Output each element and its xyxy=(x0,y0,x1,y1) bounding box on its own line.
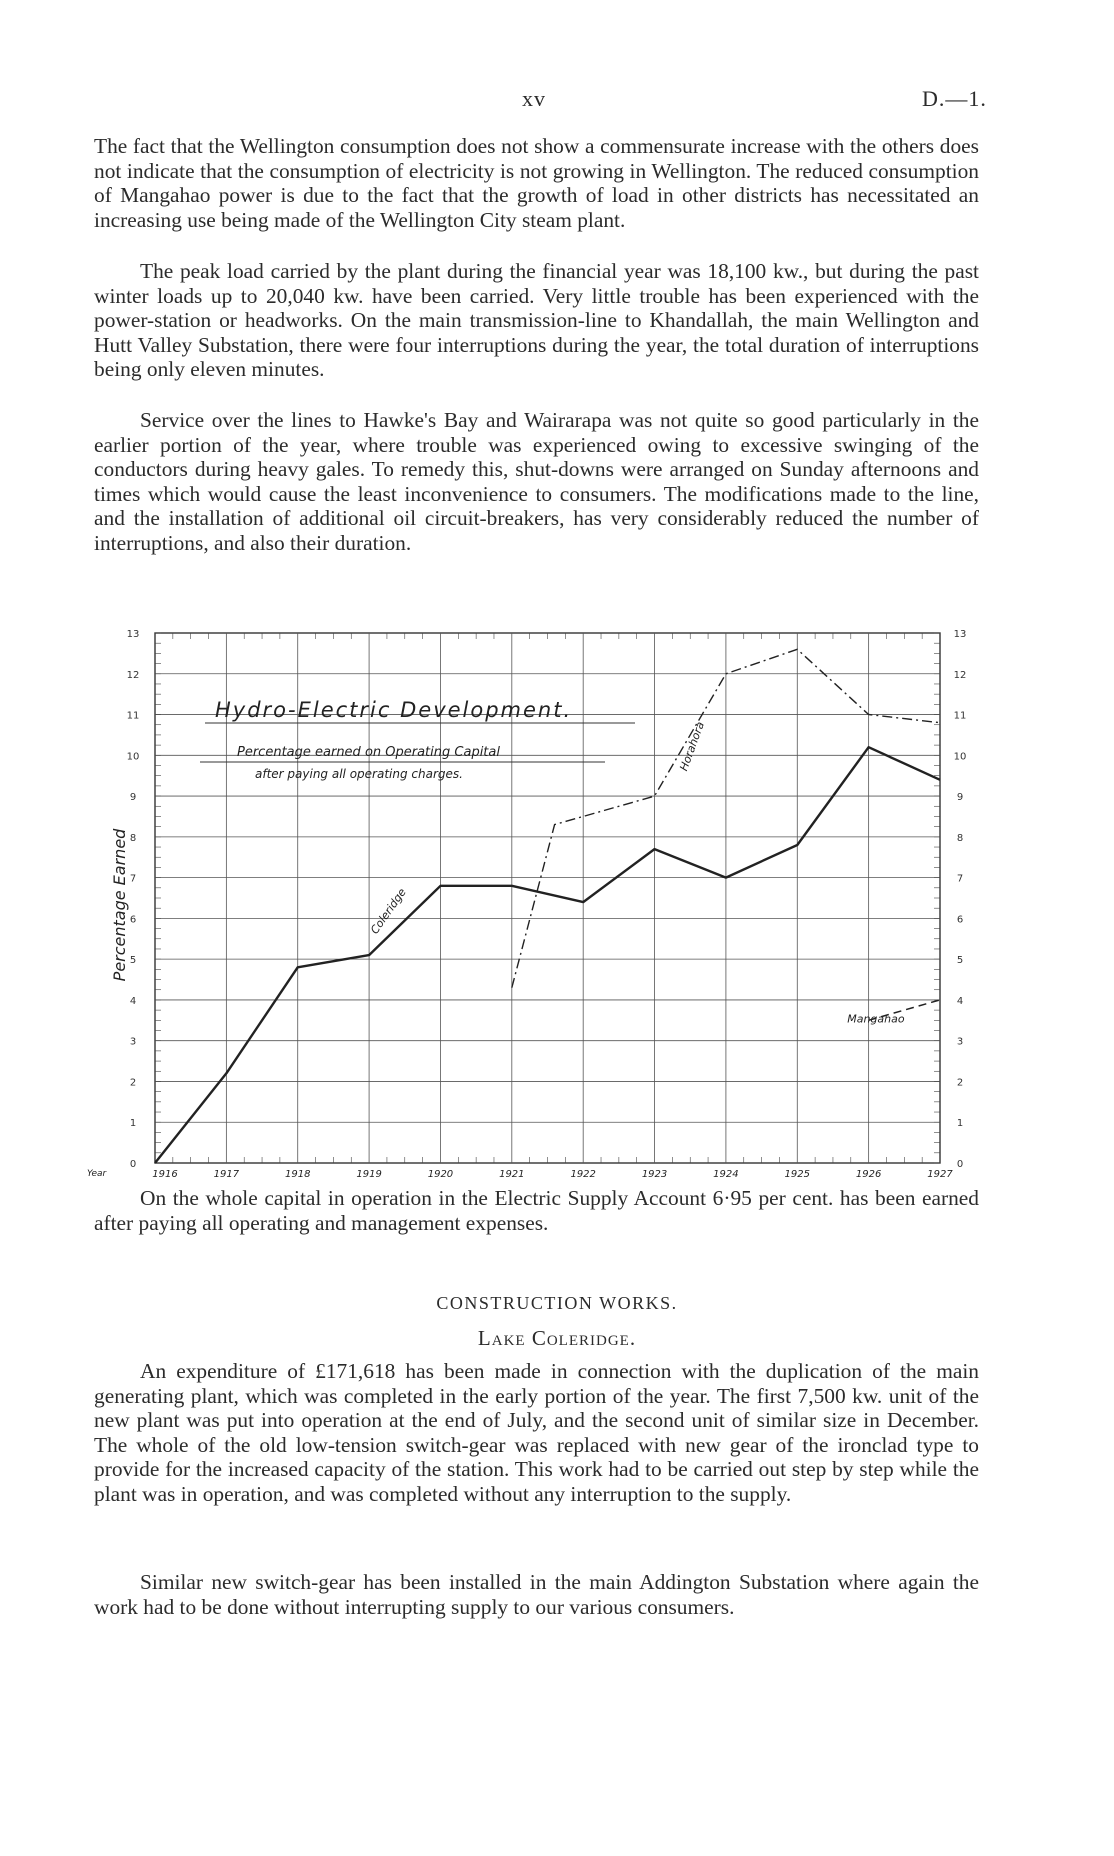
x-tick-label: 1922 xyxy=(570,1169,596,1180)
y-tick-label: 7 xyxy=(129,873,137,885)
x-tick-label: 1925 xyxy=(784,1169,810,1180)
y-tick-label-right: 12 xyxy=(953,669,967,681)
series-line-coleridge xyxy=(155,747,940,1163)
y-tick-label-right: 9 xyxy=(956,792,964,804)
paragraph-lake-coleridge-expenditure: An expenditure of £171,618 has been made in connection with the duplication of the main generating plant, which was completed in the early portion of the year. The first 7,500 kw. unit of the new plant was put into operation at the end of July, and the second unit of similar size in December. The whole of the old low-tension switch-gear was replaced with new gear of the ironclad type to provide for the increased capacity of the station. This work had to be carried out step by step while the plant was in operation, and was completed without any interruption to the supply. xyxy=(94,1359,979,1506)
y-tick-label-right: 6 xyxy=(956,914,964,926)
y-tick-label: 6 xyxy=(129,914,137,926)
paragraph-peak-load: The peak load carried by the plant during the financial year was 18,100 kw., but during the past winter loads up to 20,040 kw. have been carried. Very little trouble has been experienced with the power-station or headworks. On the main transmission-line to Khandallah, the main Wellington and Hutt Valley Substation, there were four interruptions during the year, the total duration of interruptions being only eleven minutes. xyxy=(94,259,979,382)
x-tick-label: 1927 xyxy=(927,1169,953,1180)
chart-subtitle-line-2: after paying all operating charges. xyxy=(255,767,463,781)
section-title: CONSTRUCTION WORKS. xyxy=(436,1293,678,1313)
x-tick-label: 1919 xyxy=(356,1169,382,1180)
x-tick-label: 1917 xyxy=(213,1169,240,1180)
x-tick-label: 1916 xyxy=(152,1169,178,1180)
y-tick-label: 4 xyxy=(129,995,137,1007)
y-tick-label: 1 xyxy=(129,1118,137,1130)
x-axis-prefix: Year xyxy=(87,1169,107,1179)
y-tick-label: 0 xyxy=(129,1159,137,1170)
y-tick-label: 3 xyxy=(129,1036,137,1048)
y-tick-label-right: 7 xyxy=(956,873,964,885)
x-tick-label: 1926 xyxy=(855,1169,882,1180)
page-number: xv xyxy=(522,86,546,111)
y-tick-label: 10 xyxy=(126,751,140,763)
subsection-title: Lake Coleridge. xyxy=(477,1326,637,1350)
chart-series xyxy=(155,649,940,1163)
y-tick-label-right: 13 xyxy=(953,629,967,640)
x-tick-label: 1920 xyxy=(427,1169,454,1180)
y-tick-label: 13 xyxy=(126,629,140,640)
y-tick-label: 9 xyxy=(129,792,137,804)
y-tick-label-right: 4 xyxy=(956,995,964,1007)
y-tick-label: 11 xyxy=(126,710,140,722)
y-tick-label-right: 5 xyxy=(956,955,964,967)
series-label-horahora: Horahora xyxy=(677,720,708,773)
x-axis xyxy=(152,1169,953,1180)
paragraph-service-lines: Service over the lines to Hawke's Bay and Wairarapa was not quite so good particularly in the earlier portion of the year, where trouble was experienced owing to excessive swinging of the conductors during heavy gales. To remedy this, shut-downs were arranged on Sunday afternoons and times which would cause the least inconvenience to consumers. The modifications made to the line, and the installation of additional oil circuit-breakers, has very considerably reduced the number of interruptions, and also their duration. xyxy=(94,408,979,555)
y-tick-label-right: 3 xyxy=(956,1036,964,1048)
y-tick-label: 5 xyxy=(129,955,137,967)
chart-title: Hydro-Electric Development. xyxy=(215,698,573,722)
x-tick-label: 1918 xyxy=(285,1169,311,1180)
y-tick-label: 8 xyxy=(129,832,137,844)
y-tick-label-right: 11 xyxy=(953,710,967,722)
hydro-electric-chart xyxy=(87,605,995,1200)
x-tick-label: 1923 xyxy=(641,1169,668,1180)
y-tick-label: 2 xyxy=(129,1077,137,1089)
y-tick-label-right: 0 xyxy=(956,1159,964,1170)
x-tick-label: 1921 xyxy=(499,1169,525,1180)
paragraph-wellington-consumption: The fact that the Wellington consumption does not show a commensurate increase with the others does not indicate that the consumption of electricity is not growing in Wellington. The reduced consumption of Mangahao power is due to the fact that the growth of load in other districts has necessitated an increasing use being made of the Wellington City steam plant. xyxy=(94,134,979,232)
chart-subtitle-line-1: Percentage earned on Operating Capital xyxy=(237,745,500,760)
y-tick-label-right: 10 xyxy=(953,751,967,763)
document-reference: D.—1. xyxy=(922,86,987,111)
y-axis-label: Percentage Earned xyxy=(110,828,129,982)
x-tick-label: 1924 xyxy=(713,1169,739,1180)
y-tick-label-right: 1 xyxy=(956,1118,964,1130)
y-tick-label-right: 8 xyxy=(956,832,964,844)
y-tick-label: 12 xyxy=(126,669,140,681)
series-label-mangahao: Mangahao xyxy=(847,1012,905,1026)
paragraph-addington-substation: Similar new switch-gear has been installed in the main Addington Substation where again the work had to be done without interrupting supply to our various consumers. xyxy=(94,1570,979,1619)
y-tick-label-right: 2 xyxy=(956,1077,964,1089)
y-axis-right xyxy=(954,629,967,1170)
series-label-coleridge: Coleridge xyxy=(368,885,409,937)
paragraph-capital-earned: On the whole capital in operation in the Electric Supply Account 6·95 per cent. has been earned after paying all operating and management expenses. xyxy=(94,1186,979,1235)
